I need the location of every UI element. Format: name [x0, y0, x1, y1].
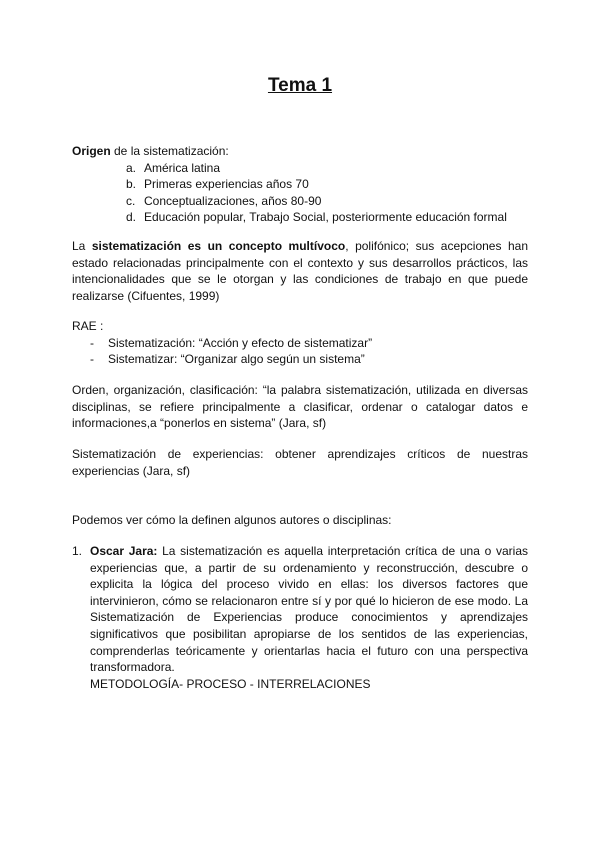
rae-label: RAE : [72, 319, 104, 333]
list-item-text: Sistematización: “Acción y efecto de sistematizar” [108, 335, 373, 350]
list-item [72, 160, 528, 177]
orden-text: Orden, organización, clasificación: “la palabra sistematización, utilizada en diversas disciplinas, se refiere principalmente a clasificar, ordenar o catalogar datos e informaciones,a “ponerlos en sistema” (Jara, sf) [72, 383, 528, 431]
author-name: Oscar Jara: [90, 544, 158, 558]
list-item-text: Primeras experiencias años 70 [144, 177, 309, 192]
list-marker: - [90, 352, 94, 367]
rae-list [72, 335, 528, 368]
definicion-paragraph [72, 238, 528, 304]
list-item [72, 176, 528, 193]
list-item-text: Sistematizar: “Organizar algo según un sistema” [108, 352, 365, 367]
list-item [72, 351, 528, 368]
list-item [72, 335, 528, 352]
origen-label-rest: de la sistematización: [110, 144, 229, 158]
list-marker: 1. [72, 544, 83, 558]
origen-label-bold: Origen [72, 144, 111, 158]
list-item-text: Conceptualizaciones, años 80-90 [144, 193, 322, 208]
definicion-bold: sistematización es un concepto multívoco [91, 239, 346, 253]
author-definition: La sistematización es aquella interpretación crítica de una o varias experiencias que, a partir de su ordenamiento y reconstrucción, descubre o explicita la lógica del proceso vivido en ellas: los diversos factores que intervinieron, cómo se relacionaron entre sí y por qué lo hicieron de ese modo. La Sistematización de Experiencias produce conocimientos y aprendizajes significativos que posibilitan apropiarse de los sentidos de las experiencias, comprenderlas teóricamente y orientarlas hacia el futuro con una perspectiva transformadora. [90, 544, 529, 675]
origen-section [72, 143, 528, 226]
definicion-pre: La [72, 239, 92, 253]
list-marker: b. [126, 177, 137, 192]
origen-list [72, 160, 528, 226]
list-marker: - [90, 335, 94, 350]
autores-intro-text: Podemos ver cómo la definen algunos autores o disciplinas: [72, 513, 392, 527]
experiencias-text: Sistematización de experiencias: obtener aprendizajes críticos de nuestras experiencias (Jara, sf) [72, 447, 528, 478]
numbered-item-jara [72, 543, 529, 692]
list-marker: a. [126, 160, 137, 175]
autores-intro [72, 512, 528, 529]
experiencias-paragraph [72, 446, 528, 479]
rae-section [72, 318, 528, 368]
list-item [72, 193, 528, 210]
list-item [72, 209, 528, 226]
list-marker: d. [126, 210, 137, 225]
list-marker: c. [126, 193, 136, 208]
list-item-text: Educación popular, Trabajo Social, posteriormente educación formal [144, 210, 507, 225]
page-title: Tema 1 [267, 75, 333, 96]
item-footer: METODOLOGÍA- PROCESO - INTERRELACIONES [90, 676, 371, 691]
orden-paragraph [72, 382, 528, 432]
list-item-text: América latina [144, 160, 221, 175]
origen-heading [72, 143, 528, 160]
definicion-post: , polifónico; sus acepciones han estado relacionadas principalmente con el contexto y sus desarrollos prácticos, las intencionalidades que se le otorgan y las condiciones de trabajo en que puede realizarse (Cifuentes, 1999) [72, 239, 528, 303]
